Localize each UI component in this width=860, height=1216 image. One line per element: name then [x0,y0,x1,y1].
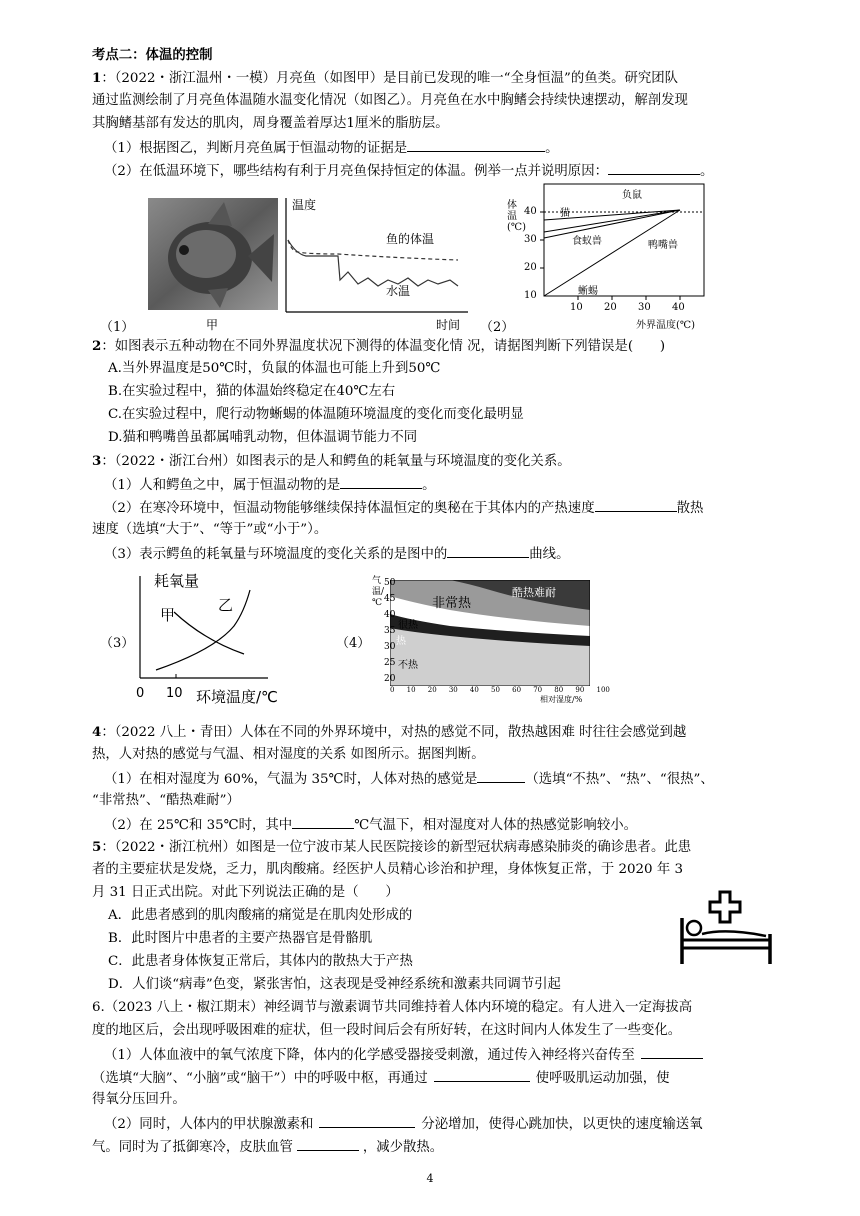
patient-head-icon [687,921,701,935]
answer-blank[interactable] [477,768,525,783]
q5-stem-line2: 者的主要症状是发烧，乏力，肌肉酸痛。经医护人员精心诊治和护理，身体恢复正常，于 2020 年 3 [92,862,683,877]
q6-part2a: （2）同时，人体内的甲状腺激素和 分泌增加，使得心跳加快，以更快的速度输送氧 [104,1113,703,1135]
fish-temp-label: 鱼的体温 [386,232,435,246]
water-temp-label: 水温 [386,284,411,298]
hospital-bed-icon [676,884,776,968]
q6-part1b: （选填“大脑”、“小脑”或“脑干”）中的呼吸中枢，再通过 使呼吸肌运动加强，使 [92,1067,670,1089]
xtick-20: 20 [604,302,617,313]
fig4-ytick-20: 20 [384,674,396,684]
answer-blank[interactable] [447,543,529,558]
label-platypus: 鸭嘴兽 [648,240,678,251]
q6-part2c: 气。同时为了抵御寒冷，皮肤血管 ，减少散热。 [92,1136,443,1158]
answer-blank[interactable] [340,474,422,489]
ytick-20: 20 [524,262,537,273]
q5-option-c: C．此患者身体恢复正常后，其体内的散热大于产热 [108,954,413,969]
q4-stem-line2: 热，人对热的感觉与气温、相对湿度的关系 如图所示。据图判断。 [92,747,485,762]
q1-part1: （1）根据图乙，判断月亮鱼属于恒温动物的证据是 。 [104,137,559,159]
fig4-ytick-25: 25 [384,658,396,668]
q4-part1c: “非常热”、“酷热难耐”） [92,793,240,808]
q2-stem: 2：如图表示五种动物在不同外界温度状况下测得的体温变化情 况，请据图判断下列错误是( ) [92,338,666,354]
ytick-30: 30 [524,234,537,245]
fig3-x0: 0 [136,686,145,701]
q3-part1: （1）人和鳄鱼之中，属于恒温动物的是 。 [104,474,436,496]
answer-blank[interactable] [641,1044,703,1059]
answer-blank[interactable] [319,1113,415,1128]
zone-label-hot: 热 [396,636,406,647]
curve-yi [156,590,250,670]
q1-part2: （2）在低温环境下，哪些结构有利于月亮鱼保持恒定的体温。例举一点并说明原因： 。 [104,160,713,182]
q5-option-a: A．此患者感到的肌肉酸痛的痛觉是在肌肉处形成的 [108,908,413,923]
q1-stem-line2: 通过监测绘制了月亮鱼体温随水温变化情况（如图乙）。月亮鱼在水中胸鳍会持续快速摆动，解剖发现 [92,93,688,108]
q3-part2c: 速度（选填“大于”、“等于”或“小于”）。 [92,522,328,537]
zone-label-very-hot: 很热 [398,620,418,631]
heat-sensation-chart [390,580,590,686]
q2-option-a: A.当外界温度是50℃时，负鼠的体温也可能上升到50℃ [108,361,441,376]
q4-stem-line1: 4：（2022 八上・青田）人体在不同的外界环境中，对热的感觉不同，散热越困难 时往往会感觉到越 [92,724,687,740]
q2-option-b: B.在实验过程中，猫的体温始终稳定在40℃左右 [108,384,396,399]
fig4-xticks: 0 10 20 30 40 50 60 70 80 90 100 [390,686,610,694]
q5-option-b: B．此时图片中患者的主要产热器官是骨骼肌 [108,931,373,946]
fig4-ytick-50: 50 [384,578,396,588]
page-number: 4 [426,1172,434,1185]
answer-blank[interactable] [407,137,545,152]
fig3-xlabel: 环境温度/℃ [196,688,278,706]
curve-jia [174,612,244,654]
xtick-40: 40 [672,302,685,313]
q5-option-d: D．人们谈“病毒”色变，紧张害怕，这表现是受神经系统和激素共同调节引起 [108,977,561,992]
zone-label-not-hot: 不热 [398,660,418,671]
xtick-10: 10 [570,302,583,313]
q3-part2a: （2）在寒冷环境中，恒温动物能够继续保持体温恒定的奥秘在于其体内的产热速度 散热 [104,497,703,519]
q4-part2: （2）在 25℃和 35℃时，其中 ℃气温下，相对湿度对人体的热感觉影响较小。 [104,814,637,836]
y-axis-label: 温度 [292,198,317,212]
q3-stem: 3：（2022・浙江台州）如图表示的是人和鳄鱼的耗氧量与环境温度的变化关系。 [92,453,571,469]
fig-label-3: （3） [100,636,135,651]
zone-label-unbearable: 酷热难耐 [512,586,556,599]
ytick-10: 10 [524,290,537,301]
fig4-xlabel: 相对湿度/% [540,695,583,704]
label-anteater: 食蚁兽 [572,236,602,247]
q2-option-d: D.猫和鸭嘴兽虽都属哺乳动物，但体温调节能力不同 [108,430,418,445]
q1-stem-line3: 其胸鳍基部有发达的肌肉，周身覆盖着厚达1厘米的脂肪层。 [92,116,449,131]
answer-blank[interactable] [608,160,700,175]
fig4-ytick-40: 40 [384,610,396,620]
zone-label-extremely-hot: 非常热 [432,596,472,611]
photo-caption-jia: 甲 [206,318,219,332]
fig2-ylabel: 体温(℃) [507,200,526,233]
fig4-ylabel: 气温/℃ [372,576,385,608]
answer-blank[interactable] [292,814,354,829]
answer-blank[interactable] [434,1067,530,1082]
fig3-label-yi: 乙 [218,596,234,614]
ytick-40: 40 [524,206,537,217]
fig4-ytick-30: 30 [384,642,396,652]
fig3-x10: 10 [166,686,183,701]
q4-part1: （1）在相对湿度为 60%，气温为 35℃时，人体对热的感觉是 （选填“不热”、“热”、“很热”、 [104,768,714,790]
q1-stem-line1: 1：（2022・浙江温州・一模）月亮鱼（如图甲）是目前已发现的唯一“全身恒温”的鱼类。研究团队 [92,70,679,86]
medical-cross-icon [710,892,740,922]
answer-blank[interactable] [595,497,677,512]
q6-part1a: （1）人体血液中的氧气浓度下降，体内的化学感受器接受刺激，通过传入神经将兴奋传至 [104,1044,703,1066]
label-cat: 猫 [560,208,570,219]
figure-row-1 [100,190,830,335]
fig-label-4: （4） [336,636,371,651]
q3-part3: （3）表示鳄鱼的耗氧量与环境温度的变化关系的是图中的 曲线。 [104,543,569,565]
fig3-ylabel: 耗氧量 [154,572,200,590]
answer-blank[interactable] [297,1136,359,1151]
section-title: 考点二：体温的控制 [92,47,213,63]
q2-option-c: C.在实验过程中，爬行动物蜥蜴的体温随环境温度的变化而变化最明显 [108,407,524,422]
fig-label-2: （2） [480,320,515,335]
moonfish-photo [148,198,278,310]
label-lizard: 蜥蜴 [578,286,598,297]
figure-row-2 [100,570,800,704]
xtick-30: 30 [638,302,651,313]
fig3-label-jia: 甲 [160,606,176,624]
q6-part1d: 得氧分压回升。 [92,1092,186,1107]
fig2-xlabel: 外界温度(℃) [636,320,695,331]
label-mouse: 负鼠 [622,190,642,201]
fig-label-1: （1） [100,320,135,335]
q6-stem-line1: 6.（2023 八上・椒江期末）神经调节与激素调节共同维持着人体内环境的稳定。有人进入一定海拔高 [92,1000,693,1015]
x-axis-label: 时间 [436,318,461,332]
q5-stem-line3: 月 31 日正式出院。对此下列说法正确的是（ ） [92,885,399,900]
fish-temperature-chart [278,192,478,332]
q5-stem-line1: 5：（2022・浙江杭州）如图是一位宁波市某人民医院接诊的新型冠状病毒感染肺炎的确诊患者。此患 [92,839,692,855]
lizard-line [544,210,680,296]
fig4-ytick-35: 35 [384,626,396,636]
fig4-ytick-45: 45 [384,594,396,604]
q6-stem-line2: 度的地区后，会出现呼吸困难的症状，但一段时间后会有所好转，在这时间内人体发生了一些变化。 [92,1023,682,1038]
